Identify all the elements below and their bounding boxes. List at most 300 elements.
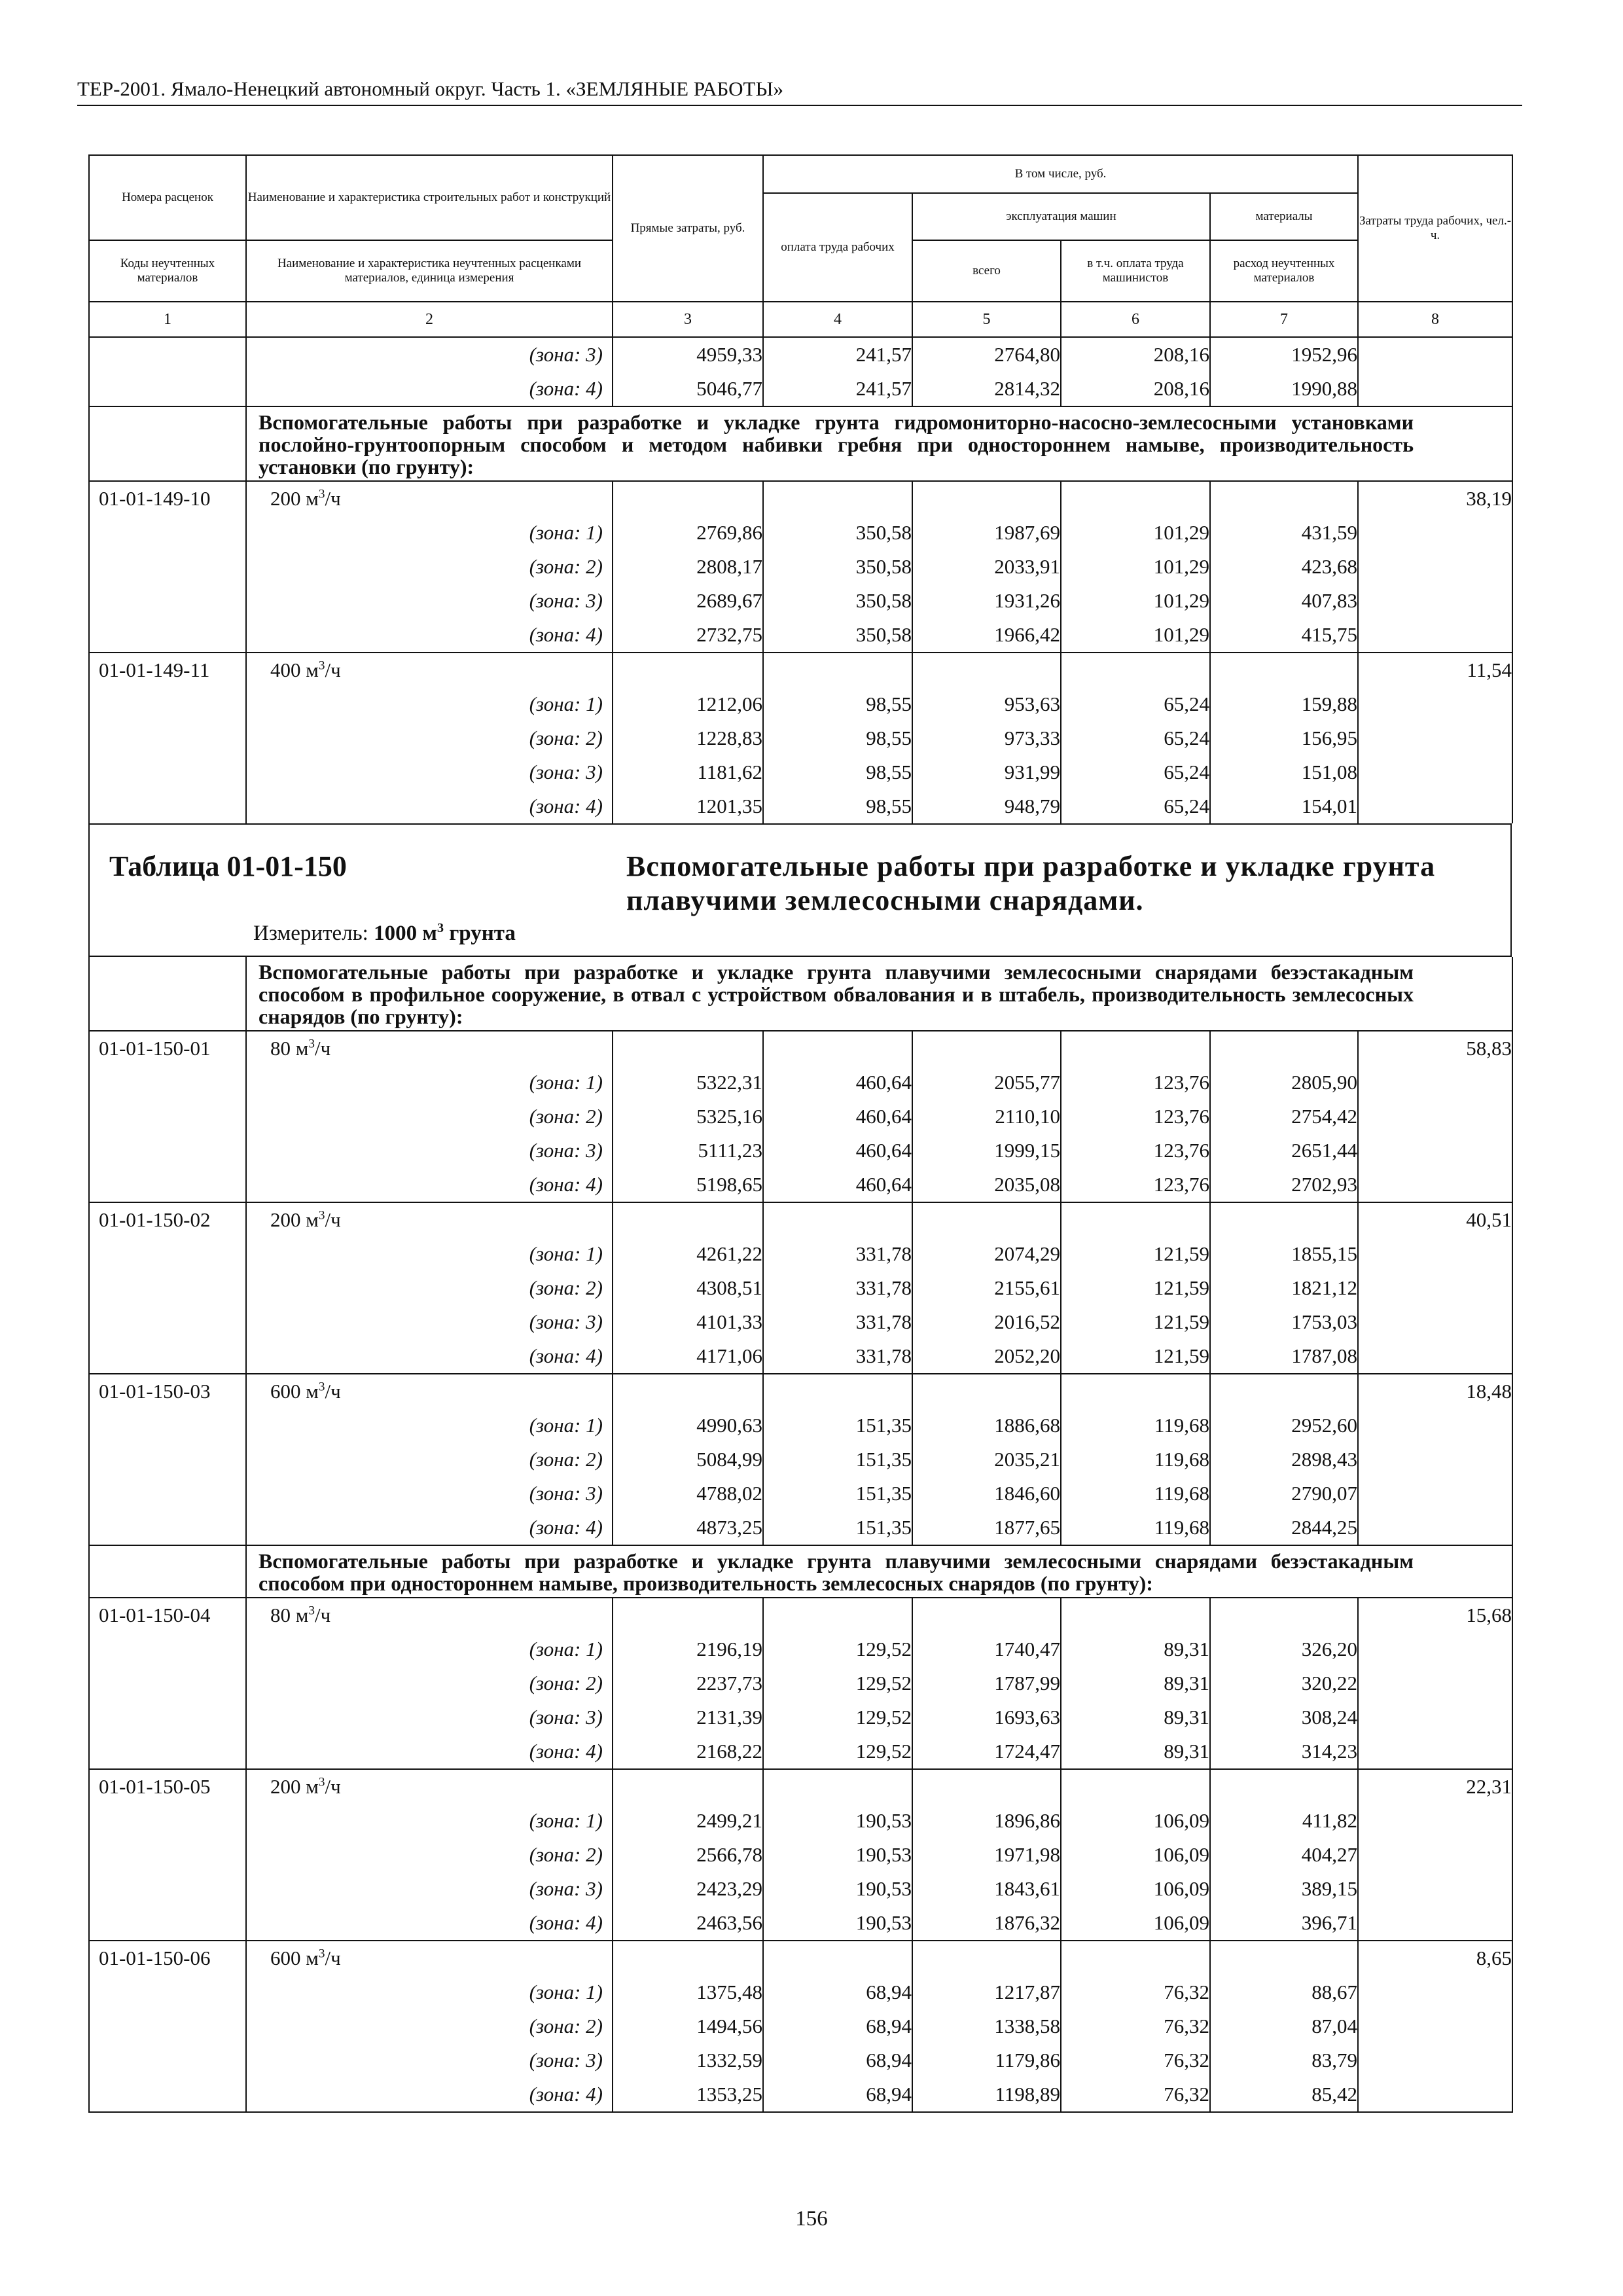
machines-total-cell: 2155,61 (912, 1271, 1061, 1305)
section-description-row (89, 957, 1512, 1031)
zone-row (89, 755, 1512, 789)
direct-cost-cell: 2566,78 (613, 1838, 763, 1872)
col6-header: в т.ч. оплата труда машинистов (1061, 240, 1210, 302)
zone-row (89, 687, 1512, 721)
zone-label: (зона: 1) (246, 516, 613, 550)
operator-wage-cell: 89,31 (1061, 1632, 1210, 1666)
operator-wage-cell: 123,76 (1061, 1100, 1210, 1134)
machines-total-cell: 1179,86 (912, 2043, 1061, 2077)
direct-cost-cell: 5322,31 (613, 1066, 763, 1100)
rates-table-body-a (88, 338, 1513, 823)
materials-cell: 431,59 (1210, 516, 1358, 550)
empty-cell (763, 1941, 912, 1975)
direct-cost-cell: 1353,25 (613, 2077, 763, 2112)
labor-cost: 11,54 (1358, 653, 1512, 687)
materials-cell: 1952,96 (1210, 338, 1358, 372)
code-cell (89, 584, 246, 618)
col-number: 4 (763, 302, 912, 337)
worker-wage-cell: 98,55 (763, 687, 912, 721)
labor-cost: 8,65 (1358, 1941, 1512, 1975)
labor-cell (1358, 1666, 1512, 1700)
rate-name (246, 1941, 613, 1975)
zone-label: (зона: 4) (246, 1734, 613, 1769)
zone-label: (зона: 2) (246, 550, 613, 584)
labor-cell (1358, 1168, 1512, 1202)
code-cell (89, 1838, 246, 1872)
section-description-row (89, 406, 1512, 481)
materials-cell: 2651,44 (1210, 1134, 1358, 1168)
worker-wage-cell: 460,64 (763, 1100, 912, 1134)
materials-cell: 404,27 (1210, 1838, 1358, 1872)
empty-cell (613, 1941, 763, 1975)
zone-row (89, 1271, 1512, 1305)
empty-cell (912, 653, 1061, 687)
direct-cost-cell: 2808,17 (613, 550, 763, 584)
empty-cell (1061, 1941, 1210, 1975)
direct-cost-cell: 2168,22 (613, 1734, 763, 1769)
superscript-3: 3 (308, 1604, 315, 1618)
operator-wage-cell: 123,76 (1061, 1134, 1210, 1168)
direct-cost-cell: 5046,77 (613, 372, 763, 406)
empty-cell (613, 653, 763, 687)
direct-cost-cell: 1332,59 (613, 2043, 763, 2077)
operator-wage-cell: 119,68 (1061, 1408, 1210, 1443)
machines-total-cell: 2814,32 (912, 372, 1061, 406)
code-cell (89, 1804, 246, 1838)
labor-cell (1358, 2009, 1512, 2043)
labor-cell (1358, 1305, 1512, 1339)
empty-cell (912, 481, 1061, 516)
machines-total-cell: 1876,32 (912, 1906, 1061, 1941)
code-cell (89, 1511, 246, 1545)
materials-cell: 154,01 (1210, 789, 1358, 823)
code-cell (89, 1734, 246, 1769)
machines-total-cell: 1198,89 (912, 2077, 1061, 2112)
empty-cell (763, 481, 912, 516)
rate-name-unit: /ч (325, 487, 341, 510)
materials-cell: 320,22 (1210, 1666, 1358, 1700)
operator-wage-cell: 106,09 (1061, 1906, 1210, 1941)
empty-cell (1061, 653, 1210, 687)
rate-name-unit: /ч (325, 1946, 341, 1969)
materials-cell: 2952,60 (1210, 1408, 1358, 1443)
code-cell (89, 1339, 246, 1374)
machines-total-cell: 1877,65 (912, 1511, 1061, 1545)
operator-wage-cell: 76,32 (1061, 2009, 1210, 2043)
empty-cell (613, 1031, 763, 1066)
zone-row (89, 1237, 1512, 1271)
col8-header: Затраты труда рабочих, чел.-ч. (1358, 155, 1512, 302)
zone-row (89, 1838, 1512, 1872)
col2-header-top: Наименование и характеристика строительных работ и конструкций (246, 155, 613, 240)
labor-cell (1358, 1975, 1512, 2009)
rate-code: 01-01-150-06 (89, 1941, 246, 1975)
zone-label: (зона: 3) (246, 1872, 613, 1906)
zone-row (89, 2009, 1512, 2043)
table-name: Вспомогательные работы при разработке и укладке грунта плавучими землесосными снарядами. (626, 850, 1436, 916)
zone-label: (зона: 1) (246, 1066, 613, 1100)
empty-cell (763, 653, 912, 687)
col2-header-bottom: Наименование и характеристика неучтенных расценками материалов, единица измерения (246, 240, 613, 302)
worker-wage-cell: 190,53 (763, 1838, 912, 1872)
col-number: 6 (1061, 302, 1210, 337)
worker-wage-cell: 129,52 (763, 1666, 912, 1700)
rates-table-head (88, 154, 1513, 338)
zone-row (89, 1100, 1512, 1134)
worker-wage-cell: 460,64 (763, 1066, 912, 1100)
labor-cell (1358, 2077, 1512, 2112)
empty-cell (763, 1374, 912, 1408)
col1-header-bottom: Коды неучтенных материалов (89, 240, 246, 302)
materials-cell: 87,04 (1210, 2009, 1358, 2043)
zone-row (89, 1443, 1512, 1477)
labor-cost: 38,19 (1358, 481, 1512, 516)
materials-cell: 159,88 (1210, 687, 1358, 721)
materials-cell: 1855,15 (1210, 1237, 1358, 1271)
code-cell (89, 755, 246, 789)
direct-cost-cell: 1228,83 (613, 721, 763, 755)
zone-row (89, 1804, 1512, 1838)
machines-total-cell: 1999,15 (912, 1134, 1061, 1168)
labor-cost: 22,31 (1358, 1769, 1512, 1804)
materials-cell: 1787,08 (1210, 1339, 1358, 1374)
zone-label: (зона: 1) (246, 1975, 613, 2009)
machines-total-cell: 2764,80 (912, 338, 1061, 372)
direct-cost-cell: 4959,33 (613, 338, 763, 372)
code-cell (89, 1237, 246, 1271)
labor-cell (1358, 1477, 1512, 1511)
zone-row (89, 1975, 1512, 2009)
zone-label: (зона: 4) (246, 1168, 613, 1202)
rate-name-unit: /ч (325, 658, 341, 681)
operator-wage-cell: 101,29 (1061, 550, 1210, 584)
materials-cell: 415,75 (1210, 618, 1358, 653)
rate-code: 01-01-149-11 (89, 653, 246, 687)
labor-cell (1358, 1734, 1512, 1769)
zone-label: (зона: 3) (246, 2043, 613, 2077)
labor-cell (1358, 1632, 1512, 1666)
operator-wage-cell: 101,29 (1061, 516, 1210, 550)
labor-cell (1358, 1872, 1512, 1906)
labor-cell (1358, 1134, 1512, 1168)
operator-wage-cell: 121,59 (1061, 1339, 1210, 1374)
labor-cell (1358, 1511, 1512, 1545)
worker-wage-cell: 98,55 (763, 789, 912, 823)
zone-label: (зона: 4) (246, 372, 613, 406)
materials-cell: 88,67 (1210, 1975, 1358, 2009)
empty-cell (613, 1374, 763, 1408)
col1-header-top: Номера расценок (89, 155, 246, 240)
col-number: 2 (246, 302, 613, 337)
zone-row (89, 1477, 1512, 1511)
rate-code: 01-01-150-02 (89, 1202, 246, 1237)
operator-wage-cell: 123,76 (1061, 1066, 1210, 1100)
rate-item-row (89, 481, 1512, 516)
code-cell (89, 721, 246, 755)
labor-cell (1358, 1906, 1512, 1941)
labor-cost: 15,68 (1358, 1598, 1512, 1632)
code-cell (89, 1632, 246, 1666)
empty-cell (1210, 1374, 1358, 1408)
empty-cell (763, 1031, 912, 1066)
col3-header: Прямые затраты, руб. (613, 155, 763, 302)
zone-label: (зона: 4) (246, 1339, 613, 1374)
empty-cell (613, 1202, 763, 1237)
materials-cell: 1990,88 (1210, 372, 1358, 406)
worker-wage-cell: 151,35 (763, 1511, 912, 1545)
materials-cell: 326,20 (1210, 1632, 1358, 1666)
worker-wage-cell: 241,57 (763, 372, 912, 406)
labor-cell (1358, 1408, 1512, 1443)
empty-cell (1061, 1769, 1210, 1804)
zone-label: (зона: 2) (246, 1666, 613, 1700)
empty-cell (613, 481, 763, 516)
worker-wage-cell: 129,52 (763, 1632, 912, 1666)
rates-table-frame (88, 154, 1512, 2160)
machines-total-cell: 2052,20 (912, 1339, 1061, 1374)
rate-code: 01-01-150-03 (89, 1374, 246, 1408)
code-cell (89, 1100, 246, 1134)
worker-wage-cell: 350,58 (763, 516, 912, 550)
code-cell (89, 406, 246, 481)
machines-total-cell: 2035,08 (912, 1168, 1061, 1202)
zone-label: (зона: 2) (246, 2009, 613, 2043)
column-number-row (89, 302, 1512, 337)
materials-cell: 423,68 (1210, 550, 1358, 584)
rate-item-row (89, 1769, 1512, 1804)
code-cell (89, 1134, 246, 1168)
rate-name (246, 1031, 613, 1066)
worker-wage-cell: 331,78 (763, 1305, 912, 1339)
labor-cost: 58,83 (1358, 1031, 1512, 1066)
zone-row (89, 1700, 1512, 1734)
direct-cost-cell: 1181,62 (613, 755, 763, 789)
labor-cell (1358, 372, 1512, 406)
worker-wage-cell: 350,58 (763, 584, 912, 618)
section-description: Вспомогательные работы при разработке и укладке грунта плавучими землесосными снарядами безэстакадным способом при одностороннем намыве, производительность землесосных снарядов (по грунту): (246, 1545, 1512, 1598)
machines-total-cell: 1896,86 (912, 1804, 1061, 1838)
zone-label: (зона: 3) (246, 584, 613, 618)
rate-name-value: 400 м (270, 658, 319, 681)
superscript-3: 3 (318, 487, 325, 501)
superscript-3: 3 (318, 1380, 325, 1394)
code-cell (89, 1271, 246, 1305)
worker-wage-cell: 190,53 (763, 1906, 912, 1941)
materials-cell: 314,23 (1210, 1734, 1358, 1769)
zone-row (89, 1734, 1512, 1769)
zone-row (89, 2043, 1512, 2077)
rate-name-value: 200 м (270, 1775, 319, 1798)
zone-row (89, 789, 1512, 823)
empty-cell (912, 1941, 1061, 1975)
col-number: 3 (613, 302, 763, 337)
col7-header: расход неучтенных материалов (1210, 240, 1358, 302)
direct-cost-cell: 1494,56 (613, 2009, 763, 2043)
machines-total-cell: 1846,60 (912, 1477, 1061, 1511)
zone-label: (зона: 1) (246, 1408, 613, 1443)
direct-cost-cell: 5325,16 (613, 1100, 763, 1134)
direct-cost-cell: 4101,33 (613, 1305, 763, 1339)
labor-cost: 40,51 (1358, 1202, 1512, 1237)
machines-total-cell: 1724,47 (912, 1734, 1061, 1769)
zone-label: (зона: 4) (246, 1511, 613, 1545)
direct-cost-cell: 2769,86 (613, 516, 763, 550)
rate-code: 01-01-150-01 (89, 1031, 246, 1066)
zone-label: (зона: 1) (246, 1804, 613, 1838)
worker-wage-cell: 190,53 (763, 1872, 912, 1906)
direct-cost-cell: 4788,02 (613, 1477, 763, 1511)
section-description-row (89, 1545, 1512, 1598)
zone-label: (зона: 1) (246, 1632, 613, 1666)
code-cell (89, 1975, 246, 2009)
col-number: 5 (912, 302, 1061, 337)
machines-total-cell: 1693,63 (912, 1700, 1061, 1734)
direct-cost-cell: 2423,29 (613, 1872, 763, 1906)
zone-label: (зона: 2) (246, 1100, 613, 1134)
rate-item-row (89, 1598, 1512, 1632)
machines-total-cell: 1740,47 (912, 1632, 1061, 1666)
empty-cell (912, 1598, 1061, 1632)
materials-cell: 151,08 (1210, 755, 1358, 789)
zone-row (89, 516, 1512, 550)
machines-total-cell: 1931,26 (912, 584, 1061, 618)
operator-wage-cell: 106,09 (1061, 1838, 1210, 1872)
zone-label: (зона: 3) (246, 1305, 613, 1339)
zone-row (89, 1906, 1512, 1941)
direct-cost-cell: 1375,48 (613, 1975, 763, 2009)
table-meter: Измеритель: 1000 $м^3$ грунта (253, 921, 516, 945)
machines-total-cell: 931,99 (912, 755, 1061, 789)
rate-name-value: 200 м (270, 1208, 319, 1231)
code-cell (89, 789, 246, 823)
labor-cell (1358, 1838, 1512, 1872)
labor-cell (1358, 687, 1512, 721)
empty-cell (1061, 1374, 1210, 1408)
empty-cell (763, 1769, 912, 1804)
materials-cell: 156,95 (1210, 721, 1358, 755)
machines-total-cell: 948,79 (912, 789, 1061, 823)
direct-cost-cell: 1201,35 (613, 789, 763, 823)
operator-wage-cell: 76,32 (1061, 2043, 1210, 2077)
empty-cell (1210, 481, 1358, 516)
zone-row (89, 338, 1512, 372)
empty-cell (912, 1769, 1061, 1804)
machines-total-cell: 1886,68 (912, 1408, 1061, 1443)
materials-cell: 2702,93 (1210, 1168, 1358, 1202)
direct-cost-cell: 2237,73 (613, 1666, 763, 1700)
machines-total-cell: 1217,87 (912, 1975, 1061, 2009)
labor-cell (1358, 789, 1512, 823)
materials-cell: 308,24 (1210, 1700, 1358, 1734)
worker-wage-cell: 331,78 (763, 1237, 912, 1271)
zone-label: (зона: 2) (246, 1443, 613, 1477)
materials-cell: 85,42 (1210, 2077, 1358, 2112)
empty-cell (763, 1598, 912, 1632)
empty-cell (912, 1374, 1061, 1408)
operator-wage-cell: 89,31 (1061, 1666, 1210, 1700)
empty-cell (1210, 1202, 1358, 1237)
machines-total-cell: 953,63 (912, 687, 1061, 721)
col-number: 1 (89, 302, 246, 337)
machines-total-cell: 973,33 (912, 721, 1061, 755)
code-cell (89, 1545, 246, 1598)
header-rule (77, 105, 1522, 106)
labor-cell (1358, 1804, 1512, 1838)
rate-name-unit: /ч (325, 1208, 341, 1231)
section-description: Вспомогательные работы при разработке и укладке грунта плавучими землесосными снарядами безэстакадным способом в профильное сооружение, в отвал с устройством обвалования и в штабель, производительность землесосных снарядов (по грунту): (246, 957, 1512, 1031)
labor-cell (1358, 516, 1512, 550)
labor-cell (1358, 1443, 1512, 1477)
worker-wage-cell: 129,52 (763, 1734, 912, 1769)
zone-row (89, 2077, 1512, 2112)
operator-wage-cell: 89,31 (1061, 1700, 1210, 1734)
direct-cost-cell: 5084,99 (613, 1443, 763, 1477)
operator-wage-cell: 208,16 (1061, 338, 1210, 372)
rate-code: 01-01-150-04 (89, 1598, 246, 1632)
worker-wage-cell: 460,64 (763, 1134, 912, 1168)
empty-cell (1061, 1202, 1210, 1237)
superscript-3: 3 (318, 1946, 325, 1961)
zone-label: (зона: 2) (246, 1838, 613, 1872)
rate-code: 01-01-150-05 (89, 1769, 246, 1804)
operator-wage-cell: 76,32 (1061, 2077, 1210, 2112)
materials-cell: 2754,42 (1210, 1100, 1358, 1134)
worker-wage-cell: 350,58 (763, 550, 912, 584)
direct-cost-cell: 1212,06 (613, 687, 763, 721)
code-cell (89, 1477, 246, 1511)
col4-header: оплата труда рабочих (763, 193, 912, 302)
worker-wage-cell: 460,64 (763, 1168, 912, 1202)
zone-row (89, 372, 1512, 406)
code-cell (89, 1443, 246, 1477)
empty-cell (912, 1031, 1061, 1066)
zone-label: (зона: 2) (246, 721, 613, 755)
worker-wage-cell: 151,35 (763, 1477, 912, 1511)
zone-row (89, 1305, 1512, 1339)
zone-row (89, 1511, 1512, 1545)
labor-cost: 18,48 (1358, 1374, 1512, 1408)
code-cell (89, 1906, 246, 1941)
superscript-3: 3 (318, 1208, 325, 1223)
rate-name (246, 653, 613, 687)
superscript-3: 3 (318, 658, 325, 673)
zone-label: (зона: 1) (246, 1237, 613, 1271)
operator-wage-cell: 119,68 (1061, 1511, 1210, 1545)
operator-wage-cell: 106,09 (1061, 1804, 1210, 1838)
direct-cost-cell: 2463,56 (613, 1906, 763, 1941)
materials-cell: 2844,25 (1210, 1511, 1358, 1545)
code-cell (89, 618, 246, 653)
direct-cost-cell: 5111,23 (613, 1134, 763, 1168)
labor-cell (1358, 584, 1512, 618)
zone-row (89, 1134, 1512, 1168)
code-cell (89, 338, 246, 372)
machines-total-cell: 2074,29 (912, 1237, 1061, 1271)
operator-wage-cell: 65,24 (1061, 687, 1210, 721)
empty-cell (1210, 1769, 1358, 1804)
superscript-3: 3 (318, 1775, 325, 1789)
operator-wage-cell: 65,24 (1061, 721, 1210, 755)
rate-item-row (89, 1031, 1512, 1066)
code-cell (89, 957, 246, 1031)
empty-cell (613, 1598, 763, 1632)
zone-label: (зона: 4) (246, 1906, 613, 1941)
zone-label: (зона: 3) (246, 1134, 613, 1168)
rate-item-row (89, 1941, 1512, 1975)
superscript-3: 3 (308, 1037, 315, 1051)
col-number: 8 (1358, 302, 1512, 337)
worker-wage-cell: 331,78 (763, 1271, 912, 1305)
